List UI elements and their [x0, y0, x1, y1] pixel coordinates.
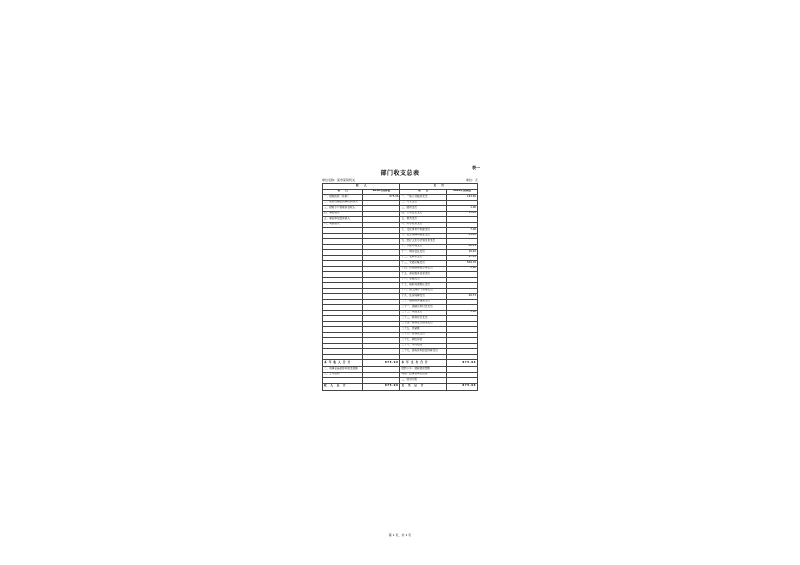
expense-item-cell: 二十三、债务付息支出 [400, 316, 447, 322]
expense-item-cell: 二十五、预备费 [400, 327, 447, 333]
expense-item-cell: 二十六、转移性支出 [400, 332, 447, 338]
expense-item-cell: 七、文化体育与传媒支出 [400, 228, 447, 234]
subtotal-income-amount: 875.96 [363, 360, 400, 367]
income-item-cell: 五、事业单位经营收入 [323, 217, 363, 223]
expense-item-cell: 其他：按事业单位结余 [400, 372, 447, 378]
expense-amount-cell: 41.00 [446, 233, 477, 239]
expense-item-cell: 二十四、债务发行费用支出 [400, 321, 447, 327]
expense-item-cell: 二、外交支出 [400, 200, 447, 206]
expense-amount-cell: 3.60 [446, 266, 477, 272]
expense-item-cell: 十四、资源勘探信息等支出 [400, 266, 447, 272]
expense-amount-cell: 509.70 [446, 261, 477, 267]
budget-table [322, 183, 478, 391]
grand-total-income-label: 收 入 总 计 [323, 383, 363, 390]
expense-item-cell: 二十九、国有资本经营预算支出 [400, 349, 447, 355]
expense-item-cell: 四、公共安全支出 [400, 211, 447, 217]
page-footer: 第 1 页，共 1 页 [388, 533, 412, 537]
expense-group-header: 支 出 [400, 184, 478, 190]
income-item-header: 项 目 [323, 189, 363, 195]
unit-left: 单位名称：某市某局机关 [322, 178, 356, 182]
income-amount-cell: 875.96 [363, 195, 400, 201]
expense-item-cell: 十五、商业服务业等支出 [400, 272, 447, 278]
income-item-cell: 六、其他收入 [323, 222, 363, 228]
income-item-cell: 三、财政专户管理资金收入 [323, 206, 363, 212]
expense-item-cell: 二十、粮油物资储备支出 [400, 299, 447, 305]
income-group-header: 收 入 [323, 184, 400, 190]
expense-item-cell: 十三、交通运输支出 [400, 261, 447, 267]
expense-amount-cell: 1.00 [446, 206, 477, 212]
expense-item-cell: 一、一般公共服务支出 [400, 195, 447, 201]
expense-item-cell: 十七、援助其他地区支出 [400, 283, 447, 289]
expense-item-cell: 十八、国土海洋气象等支出 [400, 288, 447, 294]
grand-total-expense-label: 支 出 总 计 [400, 383, 447, 390]
page-title: 部门收支总表 [380, 170, 420, 177]
expense-amount-cell: 26.73 [446, 294, 477, 300]
expense-amount-cell: 15.00 [446, 211, 477, 217]
grand-total-row [323, 383, 478, 390]
expense-item-cell: 结转下年：财政拨款结转 [400, 367, 447, 373]
income-amount-header: 2016年预算数 [363, 189, 400, 195]
expense-item-cell: 十六、金融支出 [400, 277, 447, 283]
income-item-cell: 二、政府性基金预算拨款收入 [323, 200, 363, 206]
expense-amount-header: 2016年预算数 [446, 189, 477, 195]
expense-item-cell: 六、科学技术支出 [400, 222, 447, 228]
expense-item-cell: 二十一、国债还本付息支出 [400, 305, 447, 311]
expense-item-cell: 九、医疗卫生与计划生育支出 [400, 239, 447, 245]
corner-mark: 表一 [472, 165, 480, 170]
expense-item-cell: 三、国防支出 [400, 206, 447, 212]
expense-amount-cell: 7.00 [446, 228, 477, 234]
income-item-cell: 四、事业收入 [323, 211, 363, 217]
expense-item-cell: 十九、住房保障支出 [400, 294, 447, 300]
subtotal-income-label: 本 年 收 入 合 计 [323, 360, 363, 367]
subtotal-expense-label: 本 年 支 出 合 计 [400, 360, 447, 367]
expense-amount-cell: 27.12 [446, 255, 477, 261]
subtotal-row [323, 360, 478, 367]
expense-item-cell: 三、结余分配 [400, 378, 447, 384]
grand-total-expense-amount: 875.96 [446, 383, 477, 390]
expense-item-cell: 五、教育支出 [400, 217, 447, 223]
expense-amount-cell: 16.20 [446, 250, 477, 256]
income-item-cell: 三、上年结转 [323, 372, 363, 378]
income-item-cell: 一、财政拨款（补助） [323, 195, 363, 201]
expense-item-cell: 十一、城乡社区支出 [400, 250, 447, 256]
expense-item-cell: 二十八、年终结转 [400, 343, 447, 349]
expense-item-header: 项 目 [400, 189, 447, 195]
unit-right: 单位：元 [465, 178, 478, 182]
expense-item-cell: 十、节能环保支出 [400, 244, 447, 250]
subtotal-expense-amount: 875.96 [446, 360, 477, 367]
expense-item-cell: 二十二、其他支出 [400, 310, 447, 316]
expense-item-cell: 二十七、调出资金 [400, 338, 447, 344]
expense-item-cell: 八、社会保障和就业支出 [400, 233, 447, 239]
grand-total-income-amount: 875.96 [363, 383, 400, 390]
expense-item-cell: 十二、农林水支出 [400, 255, 447, 261]
expense-amount-cell: 5.00 [446, 310, 477, 316]
income-item-cell: 二、用事业基金弥补收支差额 [323, 367, 363, 373]
expense-amount-cell: 60.14 [446, 244, 477, 250]
expense-amount-cell: 163.46 [446, 195, 477, 201]
